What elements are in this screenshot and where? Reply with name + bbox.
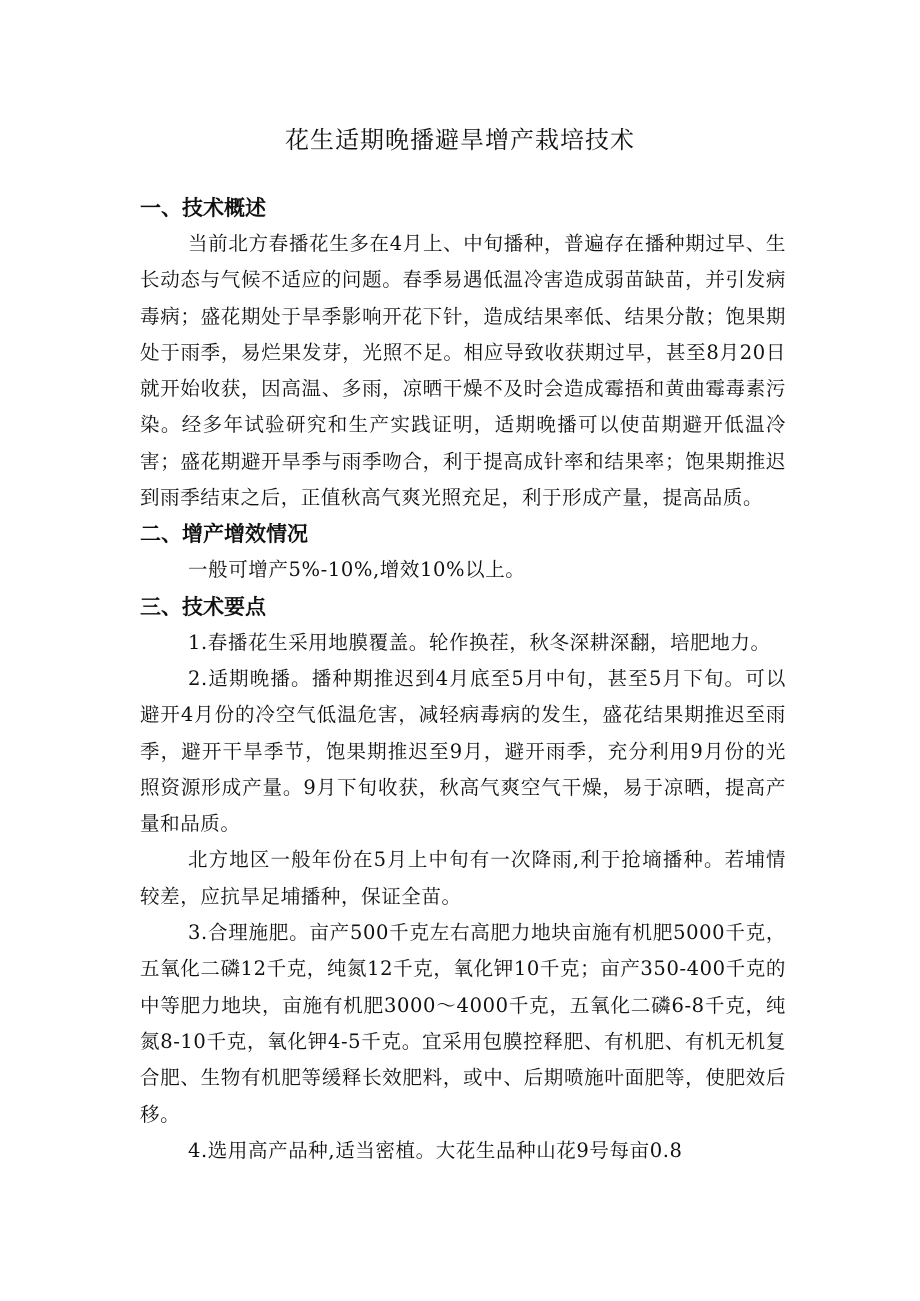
- section-overview: [140, 190, 786, 516]
- section-heading: 二、增产增效情况: [140, 522, 308, 547]
- key-point-paragraph: 3.合理施肥。亩产500千克左右高肥力地块亩施有机肥5000千克，五氧化二磷12千克，纯氮12千克，氧化钾10千克；亩产350-400千克的中等肥力地块，亩施有机肥3000～4000千克，五氧化二磷6-8千克，纯氮8-10千克，氧化钾4-5千克。宜采用包膜控释肥、有机肥、有机无机复合肥、生物有机肥等缓释长效肥料，或中、后期喷施叶面肥等，使肥效后移。: [140, 921, 786, 1126]
- section-key-points: [140, 589, 786, 1169]
- key-point-paragraph: 4.选用高产品种,适当密植。大花生品种山花9号每亩0.8: [188, 1138, 683, 1162]
- section-heading: 一、技术概述: [140, 196, 266, 220]
- overview-paragraph: 当前北方春播花生多在4月上、中旬播种，普遍存在播种期过早、生长动态与气候不适应的问题。春季易遇低温冷害造成弱苗缺苗，并引发病毒病；盛花期处于旱季影响开花下针，造成结果率低、结果分散；饱果期处于雨季，易烂果发芽，光照不足。相应导致收获期过早，甚至8月20日就开始收获，因高温、多雨，凉晒干燥不及时会造成霉捂和黄曲霉毒素污染。经多年试验研究和生产实践证明，适期晚播可以使苗期避开低温冷害；盛花期避开旱季与雨季吻合，利于提高成针率和结果率；饱果期推迟到雨季结束之后，正值秋高气爽光照充足，利于形成产量，提高品质。: [140, 232, 786, 510]
- document-title: 花生适期晚播避旱增产栽培技术: [285, 126, 635, 154]
- yield-paragraph: 一般可增产5%-10%,增效10%以上。: [188, 558, 526, 582]
- section-yield: [140, 516, 786, 588]
- key-point-paragraph: 1.春播花生采用地膜覆盖。轮作换茬，秋冬深耕深翻，培肥地力。: [188, 630, 771, 654]
- key-point-paragraph: 北方地区一般年份在5月上中旬有一次降雨,利于抢墒播种。若埔情较差，应抗旱足埔播种，保证全苗。: [140, 848, 786, 908]
- key-point-paragraph: 2.适期晚播。播种期推迟到4月底至5月中旬，甚至5月下旬。可以避开4月份的冷空气低温危害，减轻病毒病的发生，盛花结果期推迟至雨季，避开干旱季节，饱果期推迟至9月，避开雨季，充分利用9月份的光照资源形成产量。9月下旬收获，秋高气爽空气干燥，易于凉晒，提高产量和品质。: [140, 666, 786, 836]
- document-body: [140, 190, 786, 1169]
- section-heading: 三、技术要点: [140, 594, 266, 619]
